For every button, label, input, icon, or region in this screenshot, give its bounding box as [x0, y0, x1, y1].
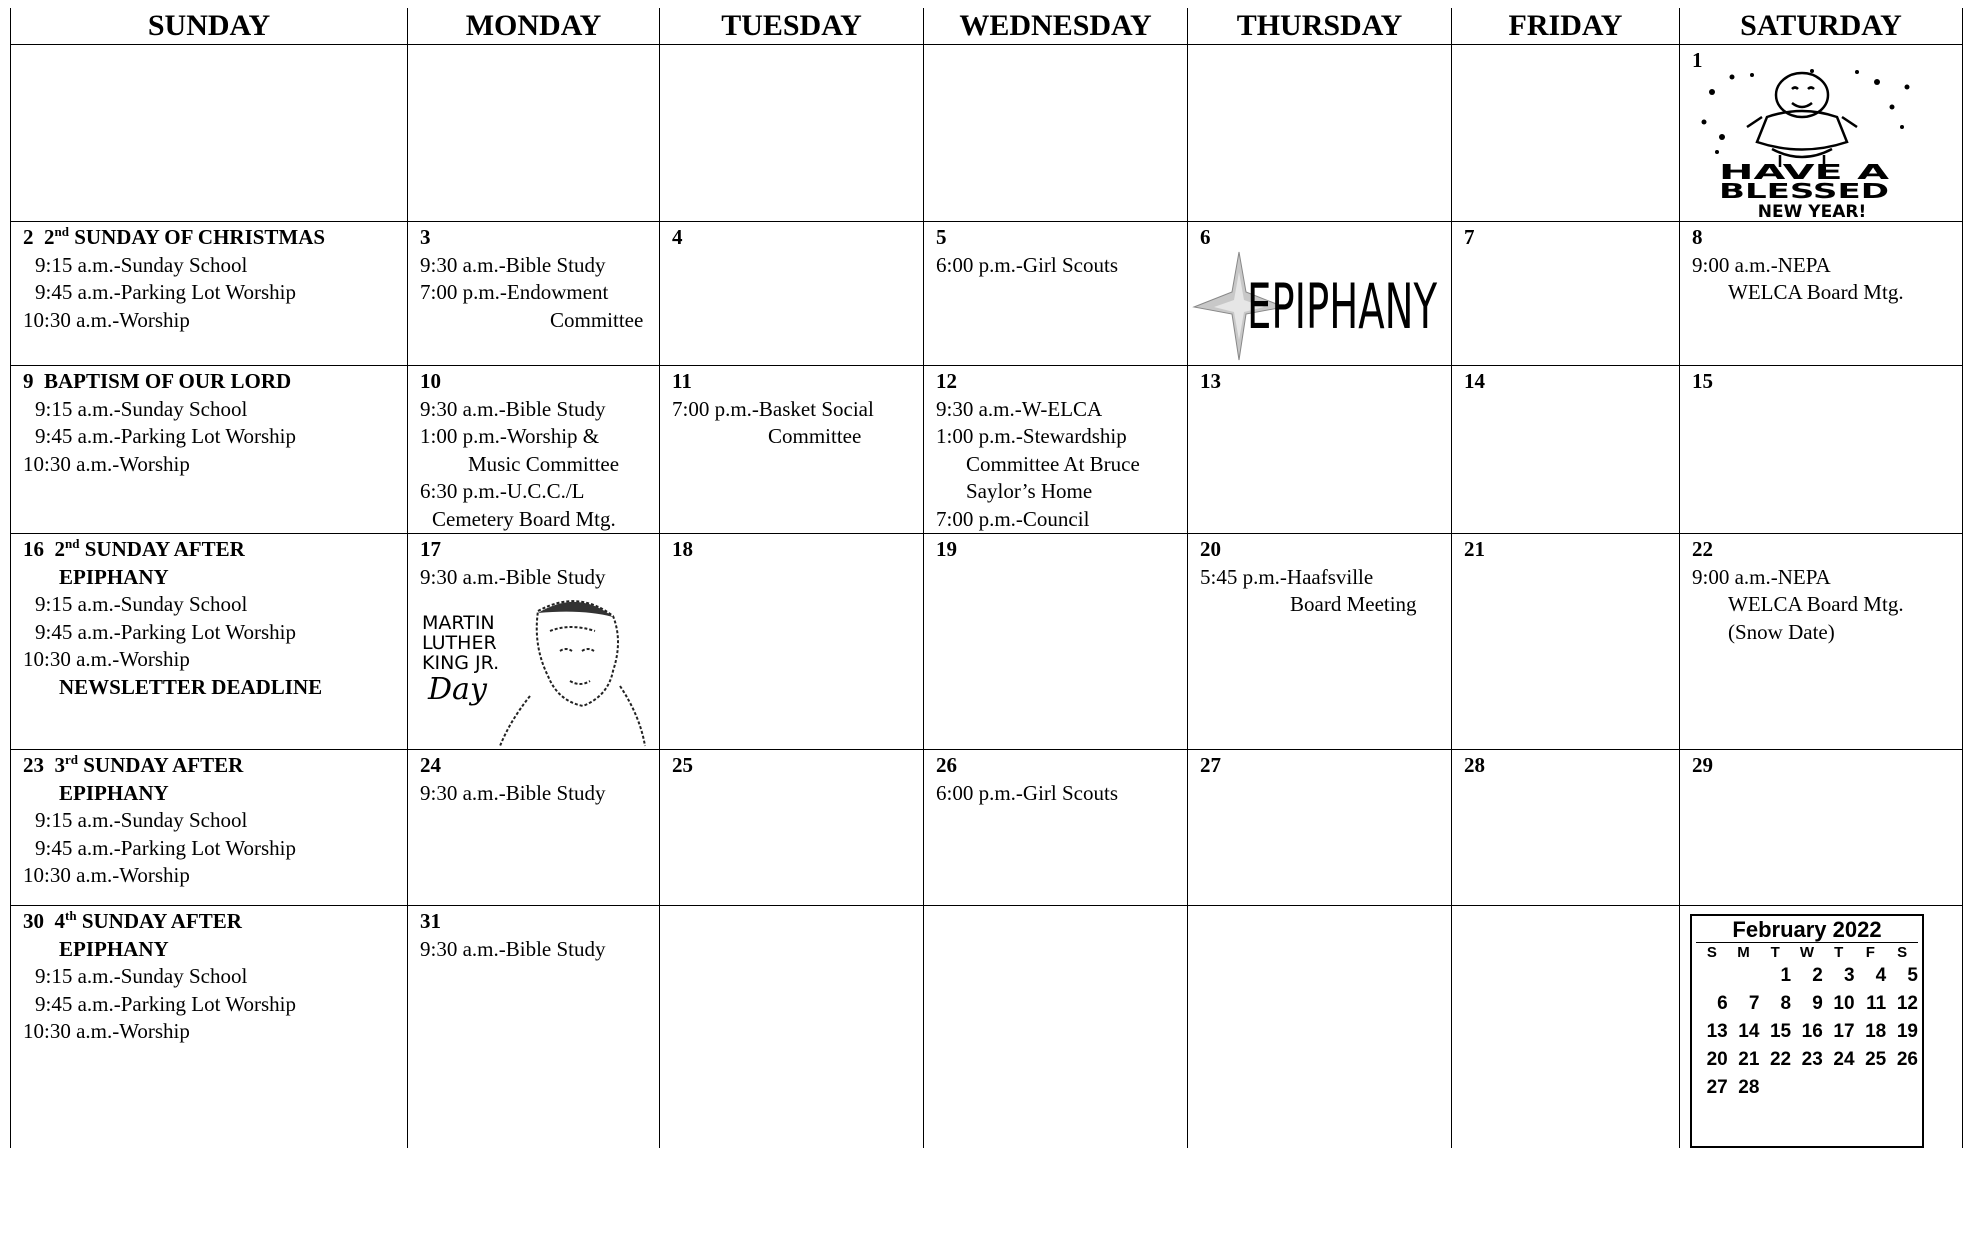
event: 10:30 a.m.-Worship: [23, 647, 190, 671]
event: 6:00 p.m.-Girl Scouts: [936, 252, 1118, 277]
day-cell-empty: [924, 45, 1188, 222]
event: 9:30 a.m.-Bible Study: [420, 396, 606, 421]
new-year-line3: NEW YEAR!: [1757, 201, 1867, 222]
week-row: [11, 45, 1963, 222]
day-cell-16: [11, 534, 408, 750]
day-cell-20: [1188, 534, 1452, 750]
day-cell-18: [660, 534, 924, 750]
sunday-title-line2: EPIPHANY: [59, 936, 169, 961]
day-number: 5: [936, 225, 947, 249]
day-number: 4: [672, 225, 683, 249]
day-cell-6: [1188, 222, 1452, 366]
day-number: 19: [936, 537, 957, 561]
mini-day: [1791, 1074, 1823, 1102]
sunday-title: 16 2nd SUNDAY AFTER: [23, 536, 245, 561]
event: Committee: [550, 307, 644, 332]
mini-day: 7: [1748, 993, 1760, 1014]
mlk-day-clipart: [420, 591, 650, 747]
day-cell-empty: [1188, 906, 1452, 1149]
event: 7:00 p.m.-Council: [936, 506, 1090, 531]
event: 9:30 a.m.-Bible Study: [420, 936, 606, 961]
mini-week: [1696, 990, 1918, 1018]
sunday-title: 23 3rd SUNDAY AFTER: [23, 752, 244, 777]
event: 9:45 a.m.-Parking Lot Worship: [35, 619, 296, 644]
day-number: 26: [936, 753, 957, 777]
mini-weekday: T: [1834, 944, 1844, 961]
mini-day: 13: [1706, 1021, 1728, 1042]
mini-day: 22: [1769, 1049, 1792, 1070]
event: 9:45 a.m.-Parking Lot Worship: [35, 835, 296, 860]
mini-day: [1728, 962, 1760, 990]
day-cell-14: [1452, 366, 1680, 534]
day-cell-empty: [660, 906, 924, 1149]
day-cell-15: [1680, 366, 1963, 534]
day-number: 10: [420, 369, 441, 393]
day-cell-25: [660, 750, 924, 906]
mini-day: 14: [1738, 1021, 1760, 1042]
event: 9:15 a.m.-Sunday School: [35, 808, 248, 832]
mini-day: 12: [1896, 993, 1918, 1014]
svg-text:KING JR.: KING JR.: [422, 652, 500, 674]
weekday-header-row: [11, 8, 1963, 45]
sunday-title: 2 2nd SUNDAY OF CHRISTMAS: [23, 224, 326, 249]
day-cell-21: [1452, 534, 1680, 750]
day-cell-3: [408, 222, 660, 366]
day-cell-empty: [408, 45, 660, 222]
day-cell-17: [408, 534, 660, 750]
event: 9:30 a.m.-Bible Study: [420, 564, 606, 589]
day-number: 17: [420, 537, 441, 561]
day-cell-27: [1188, 750, 1452, 906]
day-number: 8: [1692, 225, 1703, 249]
mini-day: [1759, 1074, 1791, 1102]
mini-weekday: S: [1706, 944, 1717, 961]
svg-text:LUTHER: LUTHER: [422, 632, 497, 654]
mini-calendar: [1690, 914, 1924, 1148]
event: Music Committee: [468, 451, 620, 476]
mini-weekday: W: [1799, 944, 1815, 961]
mini-calendar-grid: [1696, 943, 1918, 1102]
mini-day: 3: [1843, 965, 1855, 986]
weekday-wednesday: WEDNESDAY: [924, 8, 1188, 45]
mini-day: 8: [1780, 993, 1792, 1014]
event: 9:30 a.m.-Bible Study: [420, 252, 606, 277]
day-number: 11: [672, 369, 692, 393]
mini-week: [1696, 1074, 1918, 1102]
day-cell-29: [1680, 750, 1963, 906]
event: 10:30 a.m.-Worship: [23, 863, 190, 887]
day-number: 14: [1464, 369, 1485, 393]
day-cell-empty: [11, 45, 408, 222]
mini-day: 26: [1896, 1049, 1918, 1070]
mini-day: 19: [1896, 1021, 1918, 1042]
event: 9:15 a.m.-Sunday School: [35, 252, 248, 277]
mini-weekday: F: [1865, 944, 1875, 961]
sunday-title-line2: EPIPHANY: [59, 780, 169, 805]
mini-day: 24: [1833, 1049, 1855, 1070]
newsletter-deadline: NEWSLETTER DEADLINE: [59, 674, 323, 699]
event: (Snow Date): [1728, 619, 1835, 644]
mini-weekday: S: [1897, 944, 1908, 961]
event: 9:15 a.m.-Sunday School: [35, 964, 248, 988]
sunday-title: 30 4th SUNDAY AFTER: [23, 908, 242, 933]
event: 9:15 a.m.-Sunday School: [35, 592, 248, 616]
day-number: 15: [1692, 369, 1713, 393]
epiphany-word: EPIPHANY: [1247, 269, 1438, 343]
svg-text:HAVE A: HAVE A: [1719, 159, 1891, 184]
mini-day: 25: [1865, 1049, 1887, 1070]
event: Saylor’s Home: [966, 479, 1093, 503]
mini-day: [1886, 1074, 1918, 1102]
day-number: 7: [1464, 225, 1475, 249]
weekday-thursday: THURSDAY: [1188, 8, 1452, 45]
week-row: [11, 534, 1963, 750]
event: 7:00 p.m.-Endowment: [420, 280, 609, 304]
week-row: [11, 750, 1963, 906]
mini-week: [1696, 962, 1918, 990]
day-cell-empty: [1452, 906, 1680, 1149]
mini-day: 15: [1769, 1021, 1792, 1042]
mini-day: 16: [1801, 1021, 1823, 1042]
mini-day: 5: [1907, 965, 1918, 986]
weekday-sunday: SUNDAY: [11, 8, 408, 45]
event: 6:30 p.m.-U.C.C./L: [420, 479, 585, 503]
event: 9:00 a.m.-NEPA: [1692, 252, 1831, 277]
week-row: [11, 222, 1963, 366]
svg-text:MARTIN: MARTIN: [422, 612, 495, 634]
sunday-title-line2: EPIPHANY: [59, 564, 169, 589]
event: WELCA Board Mtg.: [1728, 592, 1904, 616]
day-cell-26: [924, 750, 1188, 906]
day-cell-12: [924, 366, 1188, 534]
day-cell-empty: [1452, 45, 1680, 222]
day-number: 29: [1692, 753, 1713, 777]
event: Board Meeting: [1290, 592, 1417, 616]
day-cell-13: [1188, 366, 1452, 534]
day-cell-empty: [924, 906, 1188, 1149]
svg-text:BLESSED: BLESSED: [1719, 178, 1889, 203]
day-cell-7: [1452, 222, 1680, 366]
weekday-monday: MONDAY: [408, 8, 660, 45]
day-cell-4: [660, 222, 924, 366]
mini-weekday: T: [1770, 944, 1780, 961]
day-cell-8: [1680, 222, 1963, 366]
event: Cemetery Board Mtg.: [432, 506, 616, 531]
calendar-grid: [10, 8, 1963, 1148]
epiphany-star-clipart: [1194, 252, 1439, 362]
day-number: 24: [420, 753, 441, 777]
mini-day: 17: [1833, 1021, 1855, 1042]
event: 7:00 p.m.-Basket Social: [672, 396, 874, 421]
mini-day: 27: [1706, 1077, 1728, 1098]
new-year-baby-clipart: [1692, 67, 1932, 207]
day-number: 21: [1464, 537, 1485, 561]
event: WELCA Board Mtg.: [1728, 280, 1904, 304]
day-number: 6: [1200, 225, 1211, 249]
mini-day: 23: [1801, 1049, 1823, 1070]
day-cell-22: [1680, 534, 1963, 750]
day-cell-empty: [660, 45, 924, 222]
event: 9:30 a.m.-W-ELCA: [936, 396, 1103, 421]
event: 9:30 a.m.-Bible Study: [420, 780, 606, 805]
event: Committee At Bruce: [966, 451, 1140, 476]
day-cell-11: [660, 366, 924, 534]
day-cell-19: [924, 534, 1188, 750]
day-number: 13: [1200, 369, 1221, 393]
mini-calendar-weekdays: [1696, 943, 1918, 962]
day-number: 18: [672, 537, 693, 561]
mini-day: 1: [1780, 965, 1792, 986]
event: 6:00 p.m.-Girl Scouts: [936, 780, 1118, 805]
svg-text:Day: Day: [428, 672, 487, 707]
weekday-friday: FRIDAY: [1452, 8, 1680, 45]
week-row: [11, 906, 1963, 1149]
weekday-tuesday: TUESDAY: [660, 8, 924, 45]
weekday-saturday: SATURDAY: [1680, 8, 1963, 45]
day-cell-5: [924, 222, 1188, 366]
event: 10:30 a.m.-Worship: [23, 307, 190, 332]
day-cell-1: [1680, 45, 1963, 222]
event: 9:45 a.m.-Parking Lot Worship: [35, 280, 296, 304]
mini-day: [1696, 962, 1728, 990]
day-cell-mini-calendar: [1680, 906, 1963, 1149]
event: Committee: [768, 424, 862, 448]
day-number: 27: [1200, 753, 1221, 777]
event: 1:00 p.m.-Worship &: [420, 424, 600, 448]
day-cell-empty: [1188, 45, 1452, 222]
day-cell-9: [11, 366, 408, 534]
mini-day: 2: [1812, 965, 1823, 986]
day-cell-23: [11, 750, 408, 906]
mini-day: 28: [1738, 1077, 1760, 1098]
event: 9:15 a.m.-Sunday School: [35, 396, 248, 421]
day-number: 20: [1200, 537, 1221, 561]
day-cell-10: [408, 366, 660, 534]
mini-day: [1823, 1074, 1855, 1102]
day-cell-28: [1452, 750, 1680, 906]
day-cell-2: [11, 222, 408, 366]
event: 1:00 p.m.-Stewardship: [936, 424, 1127, 448]
mini-day: 6: [1717, 993, 1728, 1014]
day-cell-24: [408, 750, 660, 906]
mini-day: [1855, 1074, 1887, 1102]
mini-weekday: M: [1737, 944, 1750, 961]
day-number: 25: [672, 753, 693, 777]
event: 10:30 a.m.-Worship: [23, 451, 190, 476]
mini-day: 9: [1812, 993, 1823, 1014]
mini-calendar-title: February 2022: [1696, 918, 1918, 943]
event: 5:45 p.m.-Haafsville: [1200, 564, 1374, 589]
mini-day: 10: [1833, 993, 1855, 1014]
mini-day: 4: [1875, 965, 1887, 986]
day-number: 22: [1692, 537, 1713, 561]
event: 10:30 a.m.-Worship: [23, 1019, 190, 1043]
sunday-title: 9 BAPTISM OF OUR LORD: [23, 369, 292, 393]
event: 9:45 a.m.-Parking Lot Worship: [35, 991, 296, 1016]
day-number: 28: [1464, 753, 1485, 777]
day-number: 12: [936, 369, 957, 393]
event: 9:45 a.m.-Parking Lot Worship: [35, 424, 296, 448]
mini-day: 11: [1866, 993, 1887, 1014]
day-number: 31: [420, 909, 441, 933]
day-cell-30: [11, 906, 408, 1149]
mini-day: 21: [1738, 1049, 1760, 1070]
event: 9:00 a.m.-NEPA: [1692, 564, 1831, 589]
mini-day: 18: [1865, 1021, 1887, 1042]
day-number: 1: [1692, 48, 1703, 72]
mini-day: 20: [1706, 1049, 1728, 1070]
day-cell-31: [408, 906, 660, 1149]
mini-week: [1696, 1046, 1918, 1074]
day-number: 3: [420, 225, 431, 249]
mini-week: [1696, 1018, 1918, 1046]
week-row: [11, 366, 1963, 534]
